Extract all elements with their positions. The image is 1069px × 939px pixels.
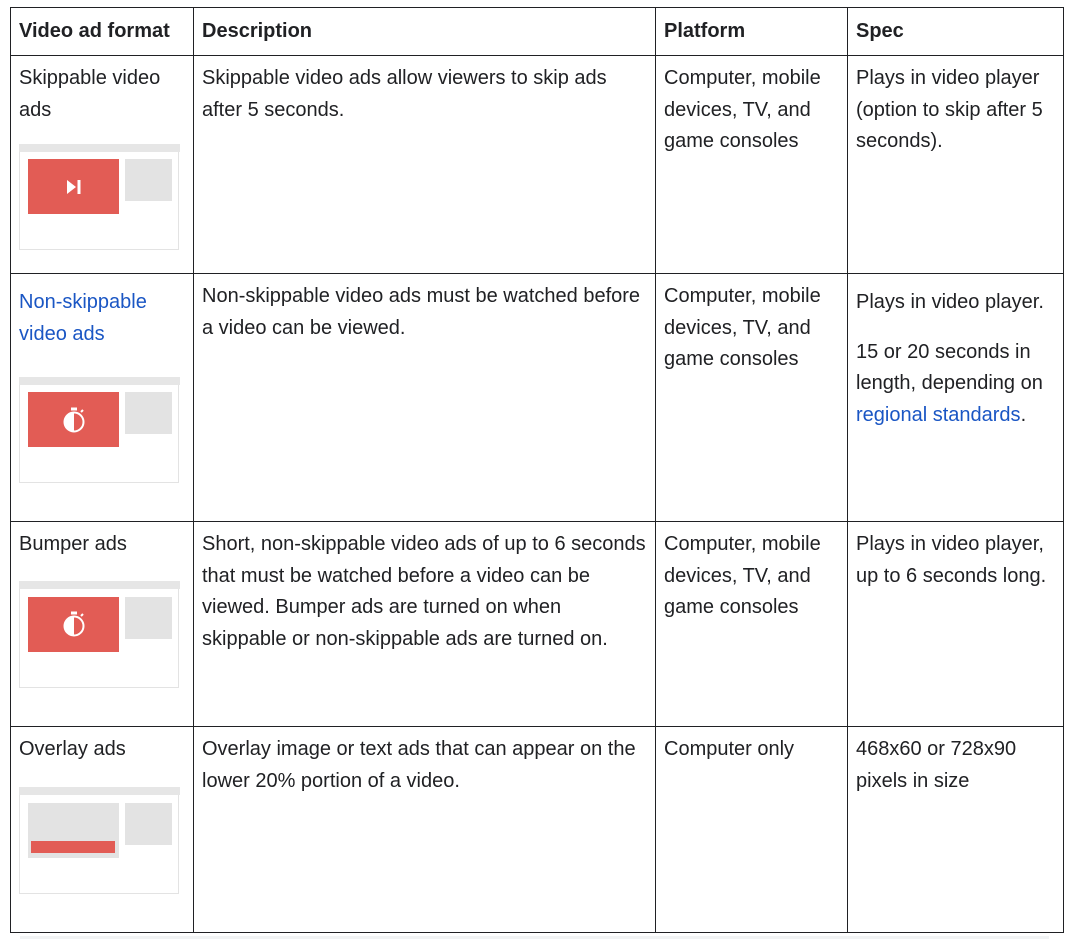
spec-text: 468x60 or 728x90 pixels in size <box>856 738 1017 792</box>
video-ad-formats-table <box>10 7 1064 933</box>
spec-cell <box>848 727 1064 933</box>
overlay-banner-icon <box>31 841 115 853</box>
format-cell <box>11 274 194 522</box>
format-cell <box>11 727 194 933</box>
video-player-box <box>28 597 119 652</box>
platform-cell <box>656 274 848 522</box>
spec-length-text <box>856 337 1055 432</box>
description-cell <box>194 522 656 727</box>
header-spec: Spec <box>848 8 1064 56</box>
skippable-ad-illustration <box>19 144 179 250</box>
platform-text: Computer, mobile devices, TV, and game consoles <box>664 533 821 618</box>
table-row <box>11 56 1064 274</box>
description-text: Non-skippable video ads must be watched before a video can be viewed. <box>202 285 641 339</box>
header-video-ad-format: Video ad format <box>11 8 194 56</box>
table-row <box>11 727 1064 933</box>
format-cell <box>11 56 194 274</box>
table-header-row <box>11 8 1064 56</box>
platform-text: Computer only <box>664 738 795 760</box>
table-row <box>11 274 1064 522</box>
description-text: Overlay image or text ads that can appear on the lower 20% portion of a video. <box>202 738 636 792</box>
side-content-placeholder <box>125 159 172 201</box>
description-cell <box>194 56 656 274</box>
spec-length-suffix: . <box>1020 403 1027 426</box>
video-player-box <box>28 392 119 447</box>
regional-standards-link[interactable]: regional standards <box>856 403 1021 426</box>
non-skippable-ad-illustration <box>19 377 179 483</box>
browser-bar <box>19 144 180 152</box>
stopwatch-icon <box>62 611 86 637</box>
description-text: Short, non-skippable video ads of up to 6 seconds that must be watched before a video can be viewed. Bumper ads are turned on when skippable or non-skippable ads are turned on. <box>202 533 646 650</box>
non-skippable-video-ads-link[interactable]: Non-skippable video ads <box>19 291 147 345</box>
browser-bar <box>19 581 180 589</box>
header-description: Description <box>194 8 656 56</box>
platform-text: Computer, mobile devices, TV, and game consoles <box>664 285 821 370</box>
format-name: Bumper ads <box>19 533 127 555</box>
platform-cell <box>656 522 848 727</box>
stopwatch-icon <box>62 407 86 433</box>
spec-length-prefix: 15 or 20 seconds in length, depending on <box>856 340 1043 394</box>
side-content-placeholder <box>125 392 172 434</box>
format-name: Skippable video ads <box>19 67 161 121</box>
spec-cell <box>848 522 1064 727</box>
description-cell <box>194 727 656 933</box>
platform-text: Computer, mobile devices, TV, and game consoles <box>664 67 821 152</box>
description-text: Skippable video ads allow viewers to skip ads after 5 seconds. <box>202 67 607 121</box>
skip-next-icon <box>64 179 84 195</box>
platform-cell <box>656 727 848 933</box>
spec-cell <box>848 56 1064 274</box>
table-row <box>11 522 1064 727</box>
video-player-box <box>28 159 119 214</box>
format-name: Overlay ads <box>19 738 126 760</box>
browser-bar <box>19 377 180 385</box>
header-platform: Platform <box>656 8 848 56</box>
side-content-placeholder <box>125 597 172 639</box>
spec-cell <box>848 274 1064 522</box>
browser-bar <box>19 787 180 795</box>
overlay-ad-illustration <box>19 788 179 894</box>
bumper-ad-illustration <box>19 582 179 688</box>
spec-text: Plays in video player (option to skip after 5 seconds). <box>856 67 1043 152</box>
description-cell <box>194 274 656 522</box>
spec-text: Plays in video player. <box>856 291 1044 313</box>
spec-text: Plays in video player, up to 6 seconds long. <box>856 533 1047 587</box>
platform-cell <box>656 56 848 274</box>
format-cell <box>11 522 194 727</box>
side-content-placeholder <box>125 803 172 845</box>
